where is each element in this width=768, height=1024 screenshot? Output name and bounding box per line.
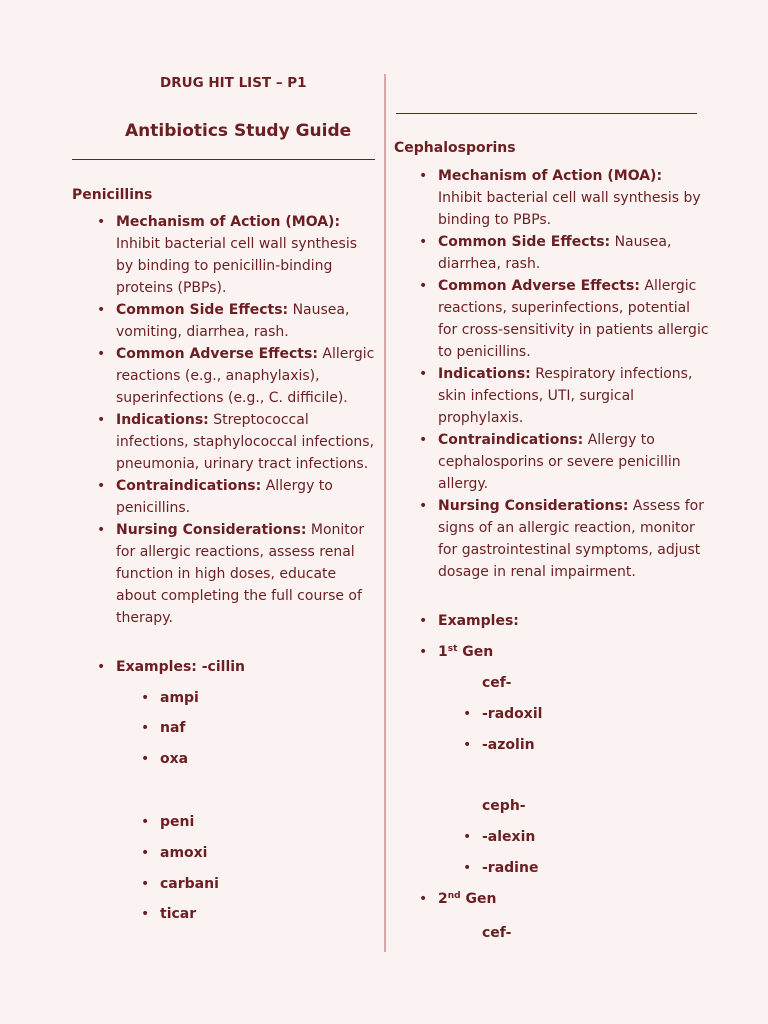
column-divider bbox=[384, 74, 386, 952]
penicillins-list bbox=[97, 211, 377, 629]
right-top-rule bbox=[396, 113, 697, 114]
list-item: • Indications: Respiratory infections, skin infections, UTI, surgical prophylaxis. bbox=[419, 363, 709, 429]
prefix-label: cef- bbox=[482, 925, 512, 941]
example-item: • -radine bbox=[463, 860, 538, 876]
list-item: • Common Side Effects: Nausea, diarrhea, rash. bbox=[419, 231, 709, 275]
list-item: • Contraindications: Allergy to cephalosporins or severe penicillin allergy. bbox=[419, 429, 709, 495]
prefix-label: ceph- bbox=[482, 798, 526, 814]
example-item: • peni bbox=[141, 814, 194, 830]
list-item: • Nursing Considerations: Monitor for allergic reactions, assess renal function in high doses, educate about completing the full course of therapy. bbox=[97, 519, 377, 629]
example-item: • -alexin bbox=[463, 829, 535, 845]
title-rule bbox=[72, 159, 375, 160]
list-item: • Mechanism of Action (MOA): Inhibit bacterial cell wall synthesis by binding to penicillin-binding proteins (PBPs). bbox=[97, 211, 377, 299]
document-header: DRUG HIT LIST – P1 bbox=[160, 75, 307, 91]
example-item: • amoxi bbox=[141, 845, 207, 861]
list-item: • Indications: Streptococcal infections, staphylococcal infections, pneumonia, urinary tract infections. bbox=[97, 409, 377, 475]
section-title-cephalosporins: Cephalosporins bbox=[394, 140, 516, 156]
cephalosporins-list bbox=[419, 165, 709, 583]
generation-2-label: • 2nd Gen bbox=[419, 891, 496, 907]
example-item: • naf bbox=[141, 720, 186, 736]
section-title-penicillins: Penicillins bbox=[72, 187, 153, 203]
list-item: • Common Adverse Effects: Allergic reactions, superinfections, potential for cross-sensitivity in patients allergic to penicillins. bbox=[419, 275, 709, 363]
penicillin-examples-label: • Examples: -cillin bbox=[97, 659, 245, 675]
list-item: • Contraindications: Allergy to penicillins. bbox=[97, 475, 377, 519]
list-item: • Nursing Considerations: Assess for signs of an allergic reaction, monitor for gastrointestinal symptoms, adjust dosage in renal impairment. bbox=[419, 495, 709, 583]
generation-1-label: • 1st Gen bbox=[419, 644, 493, 660]
list-item: • Common Side Effects: Nausea, vomiting, diarrhea, rash. bbox=[97, 299, 377, 343]
cephalosporin-examples-label: • Examples: bbox=[419, 613, 519, 629]
list-item: • Mechanism of Action (MOA): Inhibit bacterial cell wall synthesis by binding to PBPs. bbox=[419, 165, 709, 231]
example-item: • oxa bbox=[141, 751, 188, 767]
example-item: • -azolin bbox=[463, 737, 535, 753]
example-item: • -radoxil bbox=[463, 706, 542, 722]
example-item: • ampi bbox=[141, 690, 199, 706]
example-item: • carbani bbox=[141, 876, 219, 892]
list-item: • Common Adverse Effects: Allergic reactions (e.g., anaphylaxis), superinfections (e.g., C. difficile). bbox=[97, 343, 377, 409]
prefix-label: cef- bbox=[482, 675, 512, 691]
example-item: • ticar bbox=[141, 906, 196, 922]
guide-title: Antibiotics Study Guide bbox=[125, 121, 352, 141]
